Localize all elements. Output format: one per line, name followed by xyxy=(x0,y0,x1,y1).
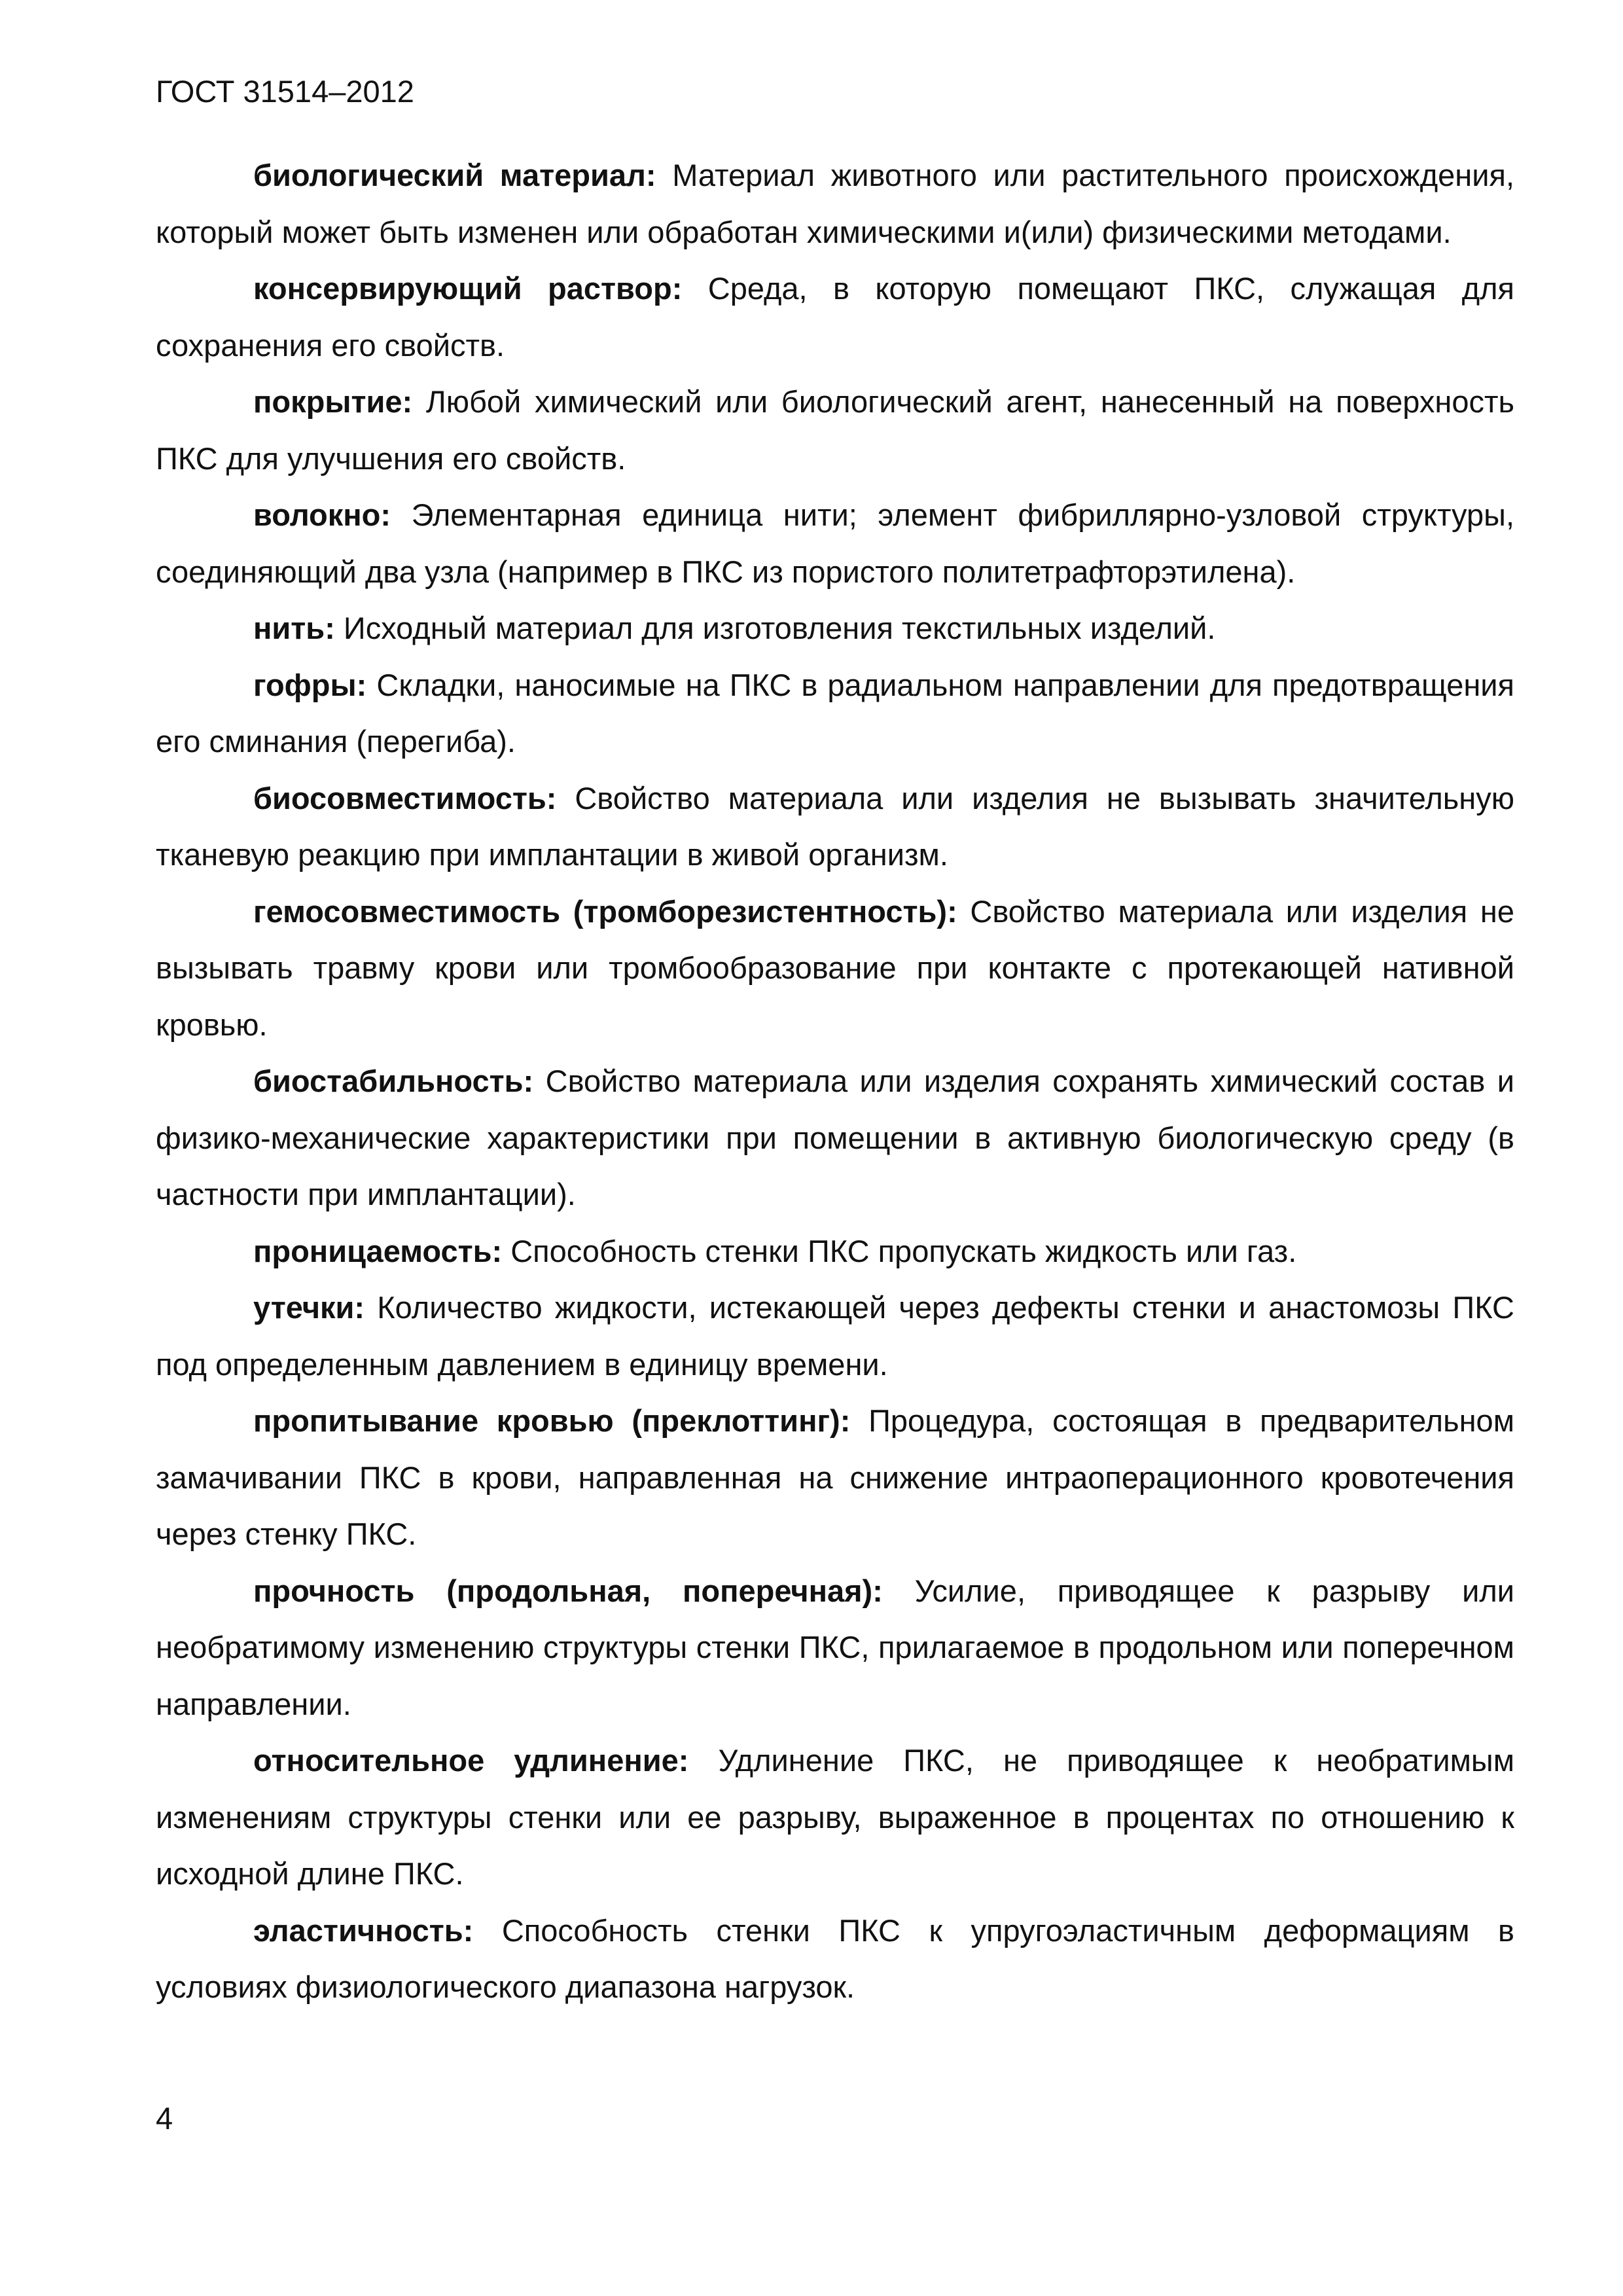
definition-entry xyxy=(156,657,1514,770)
term: прочность (продольная, поперечная): xyxy=(253,1573,883,1608)
definition-text: Способность стенки ПКС к упругоэластичным деформациям в условиях физиологического диапазона нагрузок. xyxy=(156,1912,1514,2004)
term: биологический материал: xyxy=(253,158,656,192)
page-number: 4 xyxy=(156,2101,173,2136)
definition-text: Удлинение ПКС, не приводящее к необратимым изменениям структуры стенки или ее разрыву, выраженное в процентах по отношению к исходной длине ПКС. xyxy=(156,1743,1515,1891)
definition-entry xyxy=(156,1903,1514,2016)
definition-text: Среда, в которую помещают ПКС, служащая для сохранения его свойств. xyxy=(156,271,1515,363)
definition-text: Свойство материала или изделия сохранять химический состав и физико-механические характеристики при помещении в активную биологическую среду (в частности при имплантации). xyxy=(156,1064,1514,1211)
term: гофры: xyxy=(253,667,367,702)
definition-entry xyxy=(156,487,1514,600)
definition-entry xyxy=(156,770,1514,884)
term: эластичность: xyxy=(253,1912,474,1948)
definition-text: Материал животного или растительного происхождения, который может быть изменен или обработан химическими и(или) физическими методами. xyxy=(156,158,1515,249)
term: проницаемость: xyxy=(253,1233,503,1268)
term: гемосовместимость (тромборезистентность): xyxy=(253,893,957,929)
term: относительное удлинение: xyxy=(253,1743,689,1778)
term: утечки: xyxy=(253,1290,365,1325)
definition-text: Количество жидкости, истекающей через дефекты стенки и анастомозы ПКС под определенным давлением в единицу времени. xyxy=(156,1290,1515,1382)
definition-entry xyxy=(156,600,1514,657)
term: нить: xyxy=(253,611,335,645)
definition-entry xyxy=(156,374,1514,487)
term: волокно: xyxy=(253,497,391,532)
term: биосовместимость: xyxy=(253,780,557,816)
definition-entry xyxy=(156,1393,1514,1563)
definition-entry xyxy=(156,1053,1514,1223)
term: консервирующий раствор: xyxy=(253,271,683,306)
document-header-standard: ГОСТ 31514–2012 xyxy=(156,74,414,109)
definition-entry xyxy=(156,1563,1514,1733)
term: пропитывание кровью (преклоттинг): xyxy=(253,1403,851,1438)
definition-text: Складки, наносимые на ПКС в радиальном направлении для предотвращения его сминания (перегиба). xyxy=(156,667,1514,759)
definition-entry xyxy=(156,147,1514,260)
term: биостабильность: xyxy=(253,1064,534,1098)
definition-entry xyxy=(156,884,1514,1054)
definition-text: Процедура, состоящая в предварительном замачивании ПКС в крови, направленная на снижение интраоперационного кровотечения через стенку ПКС. xyxy=(156,1403,1514,1551)
definition-entry xyxy=(156,1280,1514,1393)
definition-entry xyxy=(156,1223,1514,1280)
term: покрытие: xyxy=(253,384,413,419)
definition-text: Усилие, приводящее к разрыву или необратимому изменению структуры стенки ПКС, прилагаемое в продольном или поперечном направлении. xyxy=(156,1573,1514,1721)
definition-text: Способность стенки ПКС пропускать жидкость или газ. xyxy=(510,1233,1297,1268)
definition-text: Свойство материала или изделия не вызывать травму крови или тромбообразование при контакте с протекающей нативной кровью. xyxy=(156,893,1514,1042)
definition-entry xyxy=(156,260,1514,374)
definition-text: Элементарная единица нити; элемент фибриллярно-узловой структуры, соединяющий два узла (например в ПКС из пористого политетрафторэтилена). xyxy=(156,497,1515,589)
definition-entry xyxy=(156,1732,1514,1903)
definition-text: Свойство материала или изделия не вызывать значительную тканевую реакцию при имплантации в живой организм. xyxy=(156,780,1514,872)
definition-text: Исходный материал для изготовления текстильных изделий. xyxy=(343,611,1216,645)
definition-text: Любой химический или биологический агент, нанесенный на поверхность ПКС для улучшения его свойств. xyxy=(156,384,1514,476)
definitions-list xyxy=(156,147,1514,2016)
